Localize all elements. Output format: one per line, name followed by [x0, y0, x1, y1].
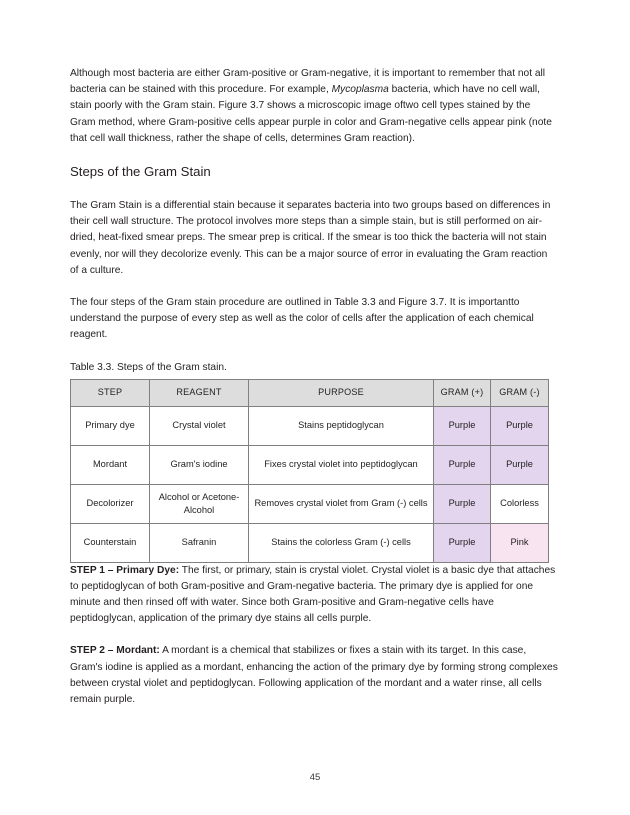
cell-gram-negative: Pink	[491, 523, 549, 562]
cell-gram-negative: Purple	[491, 406, 549, 445]
cell-step: Decolorizer	[71, 484, 150, 523]
step-1-text: The first, or primary, stain is crystal violet. Crystal violet is a basic dye that attaches to peptidoglycan of both Gram-positive and Gram-negative bacteria. The primary dye is applied for one minute and then rinsed off with water. Since both Gram-positive and Gram-negative cells have peptidoglycan, application of the primary dye stains all cells purple.	[70, 564, 556, 625]
cell-purpose: Removes crystal violet from Gram (-) cells	[249, 484, 434, 523]
cell-gram-negative: Colorless	[491, 484, 549, 523]
column-header-reagent: REAGENT	[150, 379, 249, 406]
paragraph-step-1	[70, 563, 558, 628]
cell-gram-positive: Purple	[434, 445, 491, 484]
intro-text-part-1: Although most bacteria are either Gram-positive or Gram-negative, it is important to remember that not all bacteria can be stained with this procedure. For example,	[70, 68, 546, 96]
cell-gram-negative: Purple	[491, 445, 549, 484]
table-caption: Table 3.3. Steps of the Gram stain.	[70, 361, 227, 373]
cell-gram-positive: Purple	[434, 406, 491, 445]
cell-reagent: Crystal violet	[150, 406, 249, 445]
page-content	[70, 66, 558, 724]
table-row	[71, 406, 549, 445]
column-header-purpose: PURPOSE	[249, 379, 434, 406]
cell-purpose: Fixes crystal violet into peptidoglycan	[249, 445, 434, 484]
step-2-label: STEP 2 – Mordant:	[70, 645, 160, 657]
column-header-gram-positive: GRAM (+)	[434, 379, 491, 406]
cell-purpose: Stains the colorless Gram (-) cells	[249, 523, 434, 562]
cell-step: Primary dye	[71, 406, 150, 445]
cell-reagent: Alcohol or Acetone-Alcohol	[150, 484, 249, 523]
organism-name-mycoplasma: Mycoplasma	[331, 84, 389, 96]
cell-step: Mordant	[71, 445, 150, 484]
paragraph-differential-stain: The Gram Stain is a differential stain because it separates bacteria into two groups based on differences in their cell wall structure. The protocol involves more steps than a simple stain, but is still performed on air-dried, heat-fixed smear preps. The smear prep is critical. If the smear is too thick the bacteria will not stain evenly, nor will they decolorize evenly. This can be a major source of error in evaluating the Gram reaction of a culture.	[70, 200, 551, 276]
paragraph-intro	[70, 66, 558, 147]
step-1-label: STEP 1 – Primary Dye:	[70, 564, 180, 576]
paragraph-four-steps: The four steps of the Gram stain procedure are outlined in Table 3.3 and Figure 3.7. It is importantto understand the purpose of every step as well as the color of cells after the application of each chemical reagent.	[70, 297, 534, 341]
cell-gram-positive: Purple	[434, 523, 491, 562]
paragraph-step-2	[70, 643, 558, 708]
cell-reagent: Safranin	[150, 523, 249, 562]
table-row	[71, 523, 549, 562]
section-heading-steps-of-the-gram-stain: Steps of the Gram Stain	[70, 164, 211, 180]
cell-gram-positive: Purple	[434, 484, 491, 523]
column-header-step: STEP	[71, 379, 150, 406]
cell-purpose: Stains peptidoglycan	[249, 406, 434, 445]
intro-text-part-2: bacteria, which have no cell wall, stain poorly with the Gram stain. Figure 3.7 shows a microscopic image oftwo cell types stained by the Gram method, where Gram-positive cells appear purple in color and Gram-negative cells appear pink (note that cell wall thickness, rather the shape of cells, determines Gram reaction).	[70, 84, 552, 144]
gram-stain-table	[70, 379, 549, 563]
cell-step: Counterstain	[71, 523, 150, 562]
table-row	[71, 445, 549, 484]
cell-reagent: Gram's iodine	[150, 445, 249, 484]
table-row	[71, 484, 549, 523]
page-number: 45	[309, 772, 321, 783]
step-2-text: A mordant is a chemical that stabilizes or fixes a stain with its target. In this case, Gram's iodine is applied as a mordant, enhancing the action of the primary dye by forming strong complexes between crystal violet and peptidoglycan. Following application of the mordant and a water rinse, all cells remain purple.	[70, 645, 558, 706]
table-header-row	[71, 379, 549, 406]
column-header-gram-negative: GRAM (-)	[491, 379, 549, 406]
